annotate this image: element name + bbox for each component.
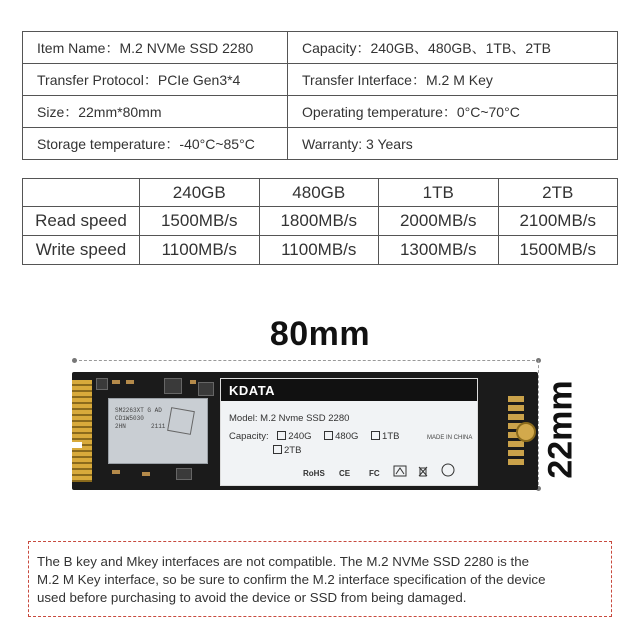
spec-row <box>23 96 618 128</box>
notice-text <box>37 553 611 607</box>
spec-cell-storage-temperature: Storage temperature：-40°C~85°C <box>23 128 288 160</box>
speed-header-480gb: 480GB <box>259 179 379 207</box>
ssd-sticker-label <box>220 378 478 486</box>
gold-finger-connector <box>72 380 92 482</box>
smd-component <box>190 380 196 384</box>
length-dimension-label: 80mm <box>269 315 371 353</box>
spec-cell-transfer-interface: Transfer Interface：M.2 M Key <box>288 64 618 96</box>
checkbox-icon <box>324 431 333 440</box>
speed-row-label: Read speed <box>23 207 140 236</box>
spec-cell-warranty: Warranty: 3 Years <box>288 128 618 160</box>
m-key-notch <box>72 442 82 448</box>
capacity-option <box>371 431 399 442</box>
spec-table <box>22 31 618 160</box>
spec-cell-transfer-protocol: Transfer Protocol：PCIe Gen3*4 <box>23 64 288 96</box>
ce-mark: CE <box>339 469 351 478</box>
smd-component <box>176 468 192 480</box>
spec-row <box>23 32 618 64</box>
speed-value: 2000MB/s <box>379 207 499 236</box>
mounting-hole <box>516 422 536 442</box>
speed-row-label: Write speed <box>23 236 140 265</box>
speed-row-read <box>23 207 618 236</box>
controller-chip-marking: SM2263XT G AD CD1W5030 2HN 2111 <box>115 407 166 430</box>
notice-line: used before purchasing to avoid the device or SSD from being damaged. <box>37 590 467 605</box>
dimension-dot <box>72 358 77 363</box>
brand-bar <box>221 379 477 401</box>
capacity-option <box>273 445 301 456</box>
qc-pass-icon <box>441 463 455 477</box>
length-dimension-line <box>74 360 540 361</box>
weee-bin-icon <box>417 465 429 478</box>
fc-mark: FC <box>369 469 380 478</box>
smd-component <box>198 382 214 396</box>
width-dimension-label: 22mm <box>541 380 580 479</box>
smd-component <box>142 472 150 476</box>
notice-line: The B key and Mkey interfaces are not compatible. The M.2 NVMe SSD 2280 is the <box>37 554 529 569</box>
speed-value: 1800MB/s <box>259 207 379 236</box>
capacity-line <box>229 431 399 442</box>
controller-chip <box>108 398 208 464</box>
speed-header-240gb: 240GB <box>140 179 260 207</box>
speed-row-write <box>23 236 618 265</box>
compatibility-notice <box>28 541 612 617</box>
notice-line: M.2 M Key interface, so be sure to confirm the M.2 interface specification of the device <box>37 572 546 587</box>
capacity-option-label: 240G <box>288 431 312 442</box>
speed-header-1tb: 1TB <box>379 179 499 207</box>
spec-cell-capacity: Capacity：240GB、480GB、1TB、2TB <box>288 32 618 64</box>
spec-cell-item-name: Item Name：M.2 NVMe SSD 2280 <box>23 32 288 64</box>
rohs-mark: RoHS <box>303 469 325 478</box>
speed-value: 1300MB/s <box>379 236 499 265</box>
brand-logo: KDATA <box>229 383 276 398</box>
speed-header-blank <box>23 179 140 207</box>
spec-cell-operating-temperature: Operating temperature：0°C~70°C <box>288 96 618 128</box>
controller-logo-icon <box>167 407 195 435</box>
checkbox-icon <box>273 445 282 454</box>
recycle-icon <box>393 465 407 477</box>
speed-value: 1100MB/s <box>140 236 260 265</box>
speed-value: 1500MB/s <box>498 236 618 265</box>
speed-value: 2100MB/s <box>498 207 618 236</box>
smd-component <box>112 470 120 474</box>
made-in-text: MADE IN CHINA <box>427 435 473 441</box>
spec-row <box>23 64 618 96</box>
spec-cell-size: Size：22mm*80mm <box>23 96 288 128</box>
checkbox-icon <box>371 431 380 440</box>
width-dimension-line <box>538 360 539 490</box>
capacity-prefix: Capacity: <box>229 431 269 442</box>
speed-value: 1100MB/s <box>259 236 379 265</box>
ssd-board-image <box>72 372 538 490</box>
smd-component <box>126 380 134 384</box>
capacity-option-label: 1TB <box>382 431 400 442</box>
speed-table <box>22 178 618 265</box>
checkbox-icon <box>277 431 286 440</box>
speed-header-row <box>23 179 618 207</box>
capacity-option-label: 2TB <box>284 445 302 456</box>
smd-component <box>112 380 120 384</box>
smd-component <box>96 378 108 390</box>
speed-value: 1500MB/s <box>140 207 260 236</box>
capacity-option-label: 480G <box>335 431 359 442</box>
smd-component <box>164 378 182 394</box>
model-line: Model: M.2 Nvme SSD 2280 <box>229 413 350 424</box>
capacity-option <box>324 431 358 442</box>
capacity-option <box>277 431 311 442</box>
spec-row <box>23 128 618 160</box>
speed-header-2tb: 2TB <box>498 179 618 207</box>
